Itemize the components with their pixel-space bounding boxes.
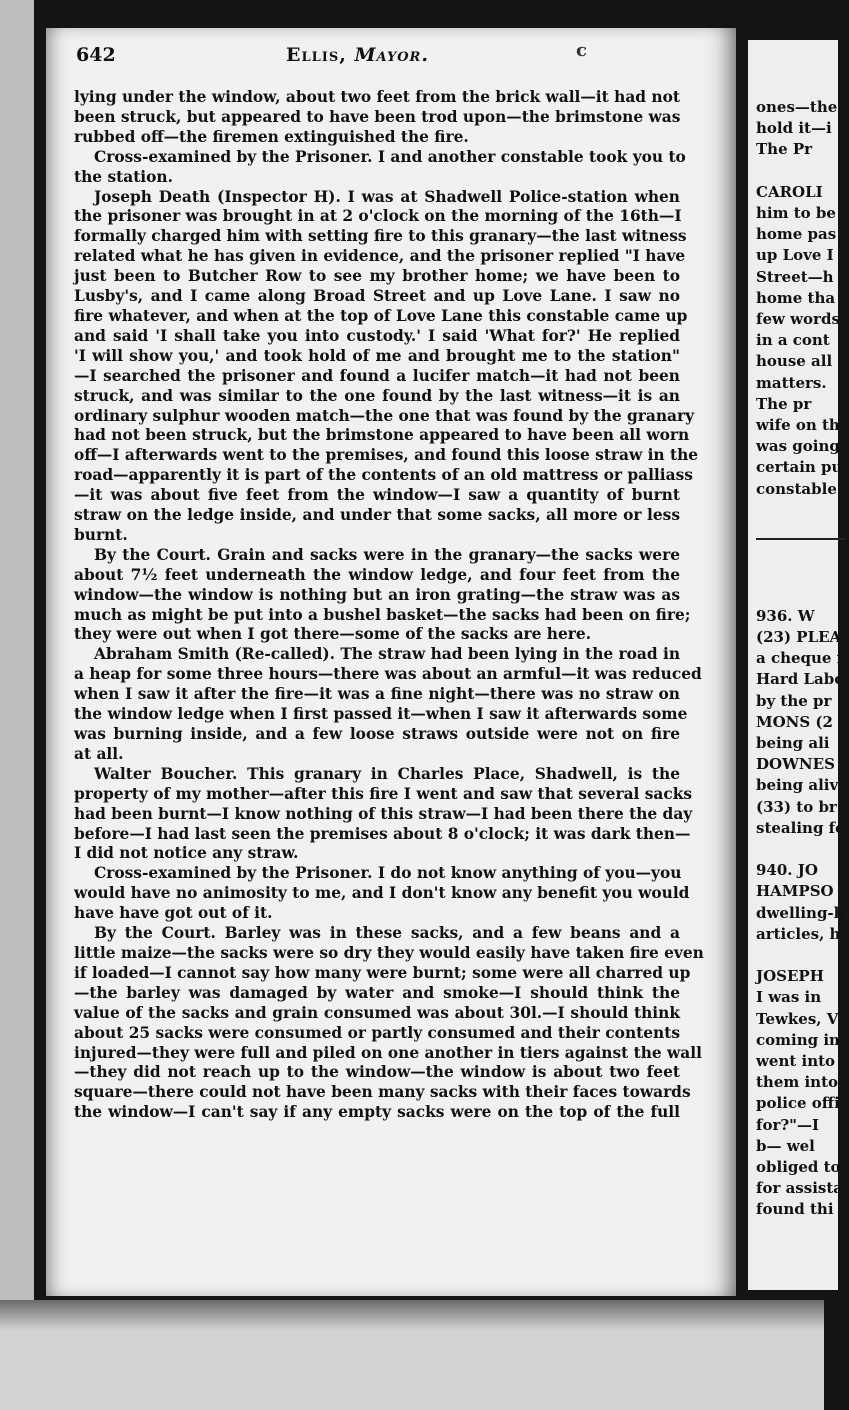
text-line: formally charged him with setting fire to this granary—the last witness (74, 227, 687, 246)
right-text-line: being aliv (756, 776, 839, 795)
text-line: Joseph Death (Inspector H). I was at Shadwell Police-station when (94, 187, 680, 206)
text-line: burnt. (74, 525, 128, 544)
right-text-line: JOSEPH (756, 967, 824, 986)
right-text-line: 936. W (756, 606, 815, 625)
right-text-line: b— wel (756, 1136, 815, 1155)
body-text (74, 88, 704, 1123)
right-text-line: The Pr (756, 140, 813, 159)
text-line: the window—I can't say if any empty sacks were on the top of the full (74, 1103, 680, 1122)
page-number: 642 (76, 44, 116, 66)
right-text-line: constable t (756, 479, 849, 498)
section-rule (756, 538, 846, 540)
right-text-line: wife on th (756, 416, 840, 434)
book-page-right (748, 40, 849, 1290)
right-text-line: (33) to br (756, 797, 837, 816)
right-text-line: CAROLI (756, 182, 823, 201)
right-text-line: 940. JO (756, 861, 818, 880)
right-text-line: ones—the (756, 98, 838, 116)
text-line: —I searched the prisoner and found a lucifer match—it had not been (74, 366, 680, 385)
text-line: the prisoner was brought in at 2 o'clock on the morning of the 16th—I (74, 207, 682, 226)
text-line: Cross-examined by the Prisoner. I do not know anything of you—you (94, 864, 682, 883)
page-header (76, 40, 784, 72)
text-line: square—there could not have been many sacks with their faces towards (74, 1083, 691, 1102)
text-line: just been to Butcher Row to see my brother home; we have been to (74, 267, 680, 286)
text-line: if loaded—I cannot say how many were burnt; some were all charred up (74, 963, 691, 982)
text-line: off—I afterwards went to the premises, and found this loose straw in the (74, 446, 699, 465)
text-line: Abraham Smith (Re-called). The straw had been lying in the road in (94, 645, 681, 664)
right-text-line: matters. (756, 373, 827, 392)
text-line: fire whatever, and when at the top of Love Lane this constable came up (74, 306, 688, 325)
text-line: at all. (74, 744, 124, 763)
text-line: Cross-examined by the Prisoner. I and another constable took you to (94, 147, 686, 166)
text-line: have have got out of it. (74, 904, 273, 923)
right-text-line: Hard Labo (756, 670, 845, 689)
right-text-line: obliged to (756, 1158, 841, 1176)
text-line: the station. (74, 167, 173, 186)
text-line: 'I will show you,' and took hold of me and brought me to the station" (74, 346, 680, 365)
text-line: and said 'I shall take you into custody.' I said 'What for?' He replied (74, 326, 680, 345)
right-text-line: dwelling-h (756, 903, 845, 922)
text-line: By the Court. Grain and sacks were in the granary—the sacks were (94, 545, 680, 564)
scan-bottom-margin (0, 1300, 824, 1410)
text-line: struck, and was similar to the one found by the last witness—it is an (74, 386, 680, 405)
right-text-line: by the pr (756, 691, 832, 710)
text-line: much as might be put into a bushel basket—the sacks had been on fire; (74, 605, 691, 624)
text-line: —they did not reach up to the window—the window is about two feet (74, 1063, 680, 1082)
right-text-line: few words (756, 310, 840, 328)
right-text-line: DOWNES (756, 755, 835, 774)
text-line: been struck, but appeared to have been trod upon—the brimstone was (74, 107, 681, 126)
right-text-line: in a cont (756, 331, 830, 350)
text-line: the window ledge when I first passed it—when I saw it afterwards some (74, 705, 688, 724)
right-text-line: him to be (756, 204, 836, 222)
text-line: about 7½ feet underneath the window ledge, and four feet from the (74, 565, 680, 584)
text-line: —it was about five feet from the window—I saw a quantity of burnt (74, 486, 680, 505)
right-text-line: (23) PLEA (756, 628, 842, 646)
right-text-line: MONS (2 (756, 712, 833, 731)
right-text-line: up Love I (756, 246, 834, 265)
text-line: little maize—the sacks were so dry they would easily have taken fire even (74, 943, 704, 962)
text-line: —the barley was damaged by water and smoke—I should think the (74, 983, 680, 1002)
right-text-line: hold it—i (756, 119, 832, 138)
scan-left-edge (0, 0, 34, 1410)
text-line: had not been struck, but the brimstone appeared to have been all worn (74, 426, 690, 445)
right-text-line: The pr (756, 394, 812, 413)
text-line: value of the sacks and grain consumed was about 30l.—I should think (74, 1003, 680, 1022)
running-head-title: Mayor. (354, 44, 429, 66)
text-line: straw on the ledge inside, and under that some sacks, all more or less (74, 506, 680, 525)
right-text-line: police offic (756, 1094, 849, 1113)
right-text-line: stealing fo (756, 818, 846, 837)
right-text-line: Street—h (756, 267, 834, 286)
right-text-line: home pas (756, 225, 837, 244)
text-line: ordinary sulphur wooden match—the one that was found by the granary (74, 406, 695, 425)
text-line: related what he has given in evidence, and the prisoner replied "I have (74, 247, 686, 266)
right-text-line: articles, h (756, 924, 841, 943)
text-line: Lusby's, and I came along Broad Street and up Love Lane. I saw no (74, 287, 680, 306)
right-text-line: a cheque f (756, 649, 844, 668)
text-line: about 25 sacks were consumed or partly consumed and their contents (74, 1023, 680, 1042)
right-text-line: home tha (756, 288, 836, 307)
right-text-line: house all (756, 352, 833, 371)
right-text-line: for assista (756, 1179, 843, 1198)
text-line: Walter Boucher. This granary in Charles Place, Shadwell, is the (94, 764, 680, 783)
text-line: was burning inside, and a few loose straws outside were not on fire (74, 725, 680, 743)
text-line: they were out when I got there—some of the sacks are here. (74, 625, 592, 644)
right-text-line: certain pu (756, 458, 843, 477)
text-line: before—I had last seen the premises about 8 o'clock; it was dark then— (74, 824, 691, 843)
right-text-line: coming in (756, 1030, 840, 1049)
text-line: had been burnt—I know nothing of this straw—I had been there the day (74, 804, 693, 823)
stray-mark: c (576, 40, 587, 61)
right-text-line: Tewkes, V (756, 1009, 839, 1028)
running-head-name: Ellis, (286, 44, 347, 66)
text-line: a heap for some three hours—there was about an armful—it was reduced (74, 665, 702, 684)
text-line: lying under the window, about two feet from the brick wall—it had not (74, 88, 680, 106)
right-text-line: for?"—I (756, 1115, 819, 1134)
text-line: property of my mother—after this fire I went and saw that several sacks (74, 784, 693, 803)
right-text-line: them into (756, 1073, 839, 1092)
text-line: injured—they were full and piled on one another in tiers against the wall (74, 1043, 702, 1062)
text-line: rubbed off—the firemen extinguished the fire. (74, 127, 469, 146)
right-text-line: being ali (756, 734, 830, 752)
text-line: would have no animosity to me, and I don't know any benefit you would (74, 884, 690, 903)
text-line: window—the window is nothing but an iron grating—the straw was as (74, 585, 680, 604)
text-line: By the Court. Barley was in these sacks, and a few beans and a (94, 924, 680, 943)
right-text-line: found thi (756, 1200, 834, 1219)
running-head (286, 44, 429, 66)
text-line: I did not notice any straw. (74, 844, 299, 863)
right-text-line: I was in (756, 988, 822, 1007)
text-line: road—apparently it is part of the contents of an old mattress or palliass (74, 466, 693, 485)
right-text-line: went into (756, 1052, 836, 1070)
right-text-line: HAMPSO (756, 882, 834, 901)
right-text-line: was going (756, 437, 840, 456)
text-line: when I saw it after the fire—it was a fine night—there was no straw on (74, 685, 680, 704)
